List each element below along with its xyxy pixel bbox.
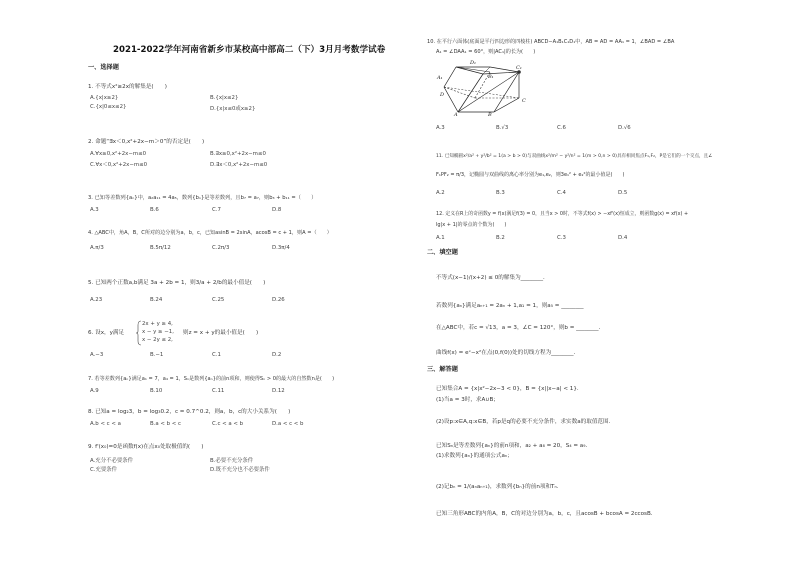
question-4-option-b: B.5π/12 <box>150 245 171 251</box>
question-5-option-c: C.25 <box>212 297 225 303</box>
question-12-stem-line1: 12. 定义在R上的奇函数y = f(x)满足f(3) = 0，且当x > 0时，不等式f(x) > −xf'(x)恒成立，则函数g(x) = xf(x) + <box>436 211 689 217</box>
exam-title: 2021-2022学年河南省新乡市某校高中部高二（下）3月月考数学试卷 <box>113 45 386 55</box>
question-12-option-d: D.4 <box>618 235 628 241</box>
question-5-option-d: D.26 <box>272 297 285 303</box>
problem-17-line3: (2)设p:x∈A,q:x∈B，若p是q的必要不充分条件，求实数a的取值范围． <box>436 419 615 425</box>
section-choice-heading: 一、选择题 <box>88 64 119 71</box>
question-12-option-b: B.2 <box>496 235 505 241</box>
question-11-option-d: D.5 <box>618 190 628 196</box>
parallelepiped-figure <box>436 60 528 120</box>
question-6-constraint-3: x − 2y ≤ 2, <box>142 337 173 343</box>
question-9-option-c: C.充要条件 <box>90 467 118 473</box>
question-7-option-d: D.12 <box>272 388 285 394</box>
question-9-option-b: B.必要不充分条件 <box>210 458 254 464</box>
question-1-option-b: B.{x|x≤2} <box>210 95 239 101</box>
question-11-option-a: A.2 <box>436 190 445 196</box>
question-10-option-d: D.√6 <box>618 125 631 131</box>
question-6-constraint-1: 2x + y ≥ 4, <box>142 321 173 327</box>
question-3-option-c: C.7 <box>212 207 221 213</box>
fill-question-14: 若数列{aₙ}满足aₙ₊₁ = 2aₙ + 1,a₁ = 1，则a₅ = ________ <box>436 303 584 309</box>
question-8-option-d: D.a < c < b <box>272 421 304 427</box>
question-3-option-a: A.3 <box>90 207 99 213</box>
question-10-stem-line1: 10. 在平行六面体(底面是平行四边形的四棱柱) ABCD−A₁B₁C₁D₁中，AB = AD = AA₁ = 1，∠BAD = ∠BA <box>427 39 675 45</box>
question-7-option-a: A.9 <box>90 388 99 394</box>
question-8-option-a: A.b < c < a <box>90 421 121 427</box>
question-10-option-c: C.6 <box>557 125 566 131</box>
question-2-stem: 2. 命题“∃x＜0,x²+2x−m＞0”的否定是( ) <box>88 139 205 145</box>
fill-question-13: 不等式(x−1)/(x+2) ≤ 0的解集为________． <box>436 275 549 281</box>
question-8-option-c: C.c < a < b <box>212 421 244 427</box>
question-6-option-b: B.−1 <box>150 352 164 358</box>
question-11-option-b: B.3 <box>496 190 505 196</box>
question-9-option-a: A.充分不必要条件 <box>90 458 134 464</box>
question-1-stem: 1. 不等式x²≥2x的解集是( ) <box>88 84 167 90</box>
question-5-option-a: A.23 <box>90 297 103 303</box>
vertex-label-b1: B₁ <box>488 74 494 80</box>
question-6-option-a: A.−3 <box>90 352 104 358</box>
vertex-label-a1: A₁ <box>437 75 443 81</box>
question-10-stem-line2: A₁ = ∠DAA₁ = 60°，则|AC₁|的长为( ) <box>436 49 536 55</box>
problem-18-line1: 已知Sₙ是等差数列{aₙ}的前n项和，a₂ + a₈ = 20，S₄ = a₉． <box>436 443 592 449</box>
section-fill-heading: 二、填空题 <box>427 249 458 256</box>
fill-question-15: 在△ABC中，若c = √13，a = 3，∠C = 120°，则b = ________． <box>436 325 605 331</box>
question-11-stem-line1: 11. 已知椭圆x²/a² + y²/b² = 1(a > b > 0)与双曲线x²/m² − y²/n² = 1(m > 0,n > 0)具有相同焦点F₁,F₂，P是它们的一个交点，且∠ <box>436 154 713 159</box>
question-12-option-a: A.1 <box>436 235 445 241</box>
fill-question-16: 曲线f(x) = eˣ−x²在点(0,f(0))处的切线方程为________． <box>436 350 580 356</box>
question-2-option-a: A.∀x≥0,x²+2x−m≤0 <box>90 151 147 157</box>
question-3-stem: 3. 已知等差数列{aₙ}中，a₂a₁₁ = 4a₅，数列{bₙ}是等差数列，且b₇ = a₇，则b₃ + b₁₁ =（ ） <box>88 195 317 201</box>
section-solve-heading: 三、解答题 <box>427 366 458 373</box>
vertex-label-c1: C₁ <box>516 65 522 71</box>
problem-19-line1: 已知三角形ABC的内角A，B，C的对边分别为a，b，c，且acosB + bcosA = 2ccosB． <box>436 511 657 517</box>
question-7-option-b: B.10 <box>150 388 163 394</box>
question-5-stem: 5. 已知两个正数a,b满足 3a + 2b = 1，则3/a + 2/b的最小值是( ) <box>88 280 266 286</box>
vertex-label-d: D <box>440 92 445 98</box>
question-9-option-d: D.既不充分也不必要条件 <box>210 467 270 473</box>
question-1-option-c: C.{x|0≤x≤2} <box>90 104 127 110</box>
question-8-stem: 8. 已知a = log₂3，b = log₃0.2，c = 0.7^0.2，则a，b，c的大小关系为( ) <box>88 409 291 415</box>
problem-17-line1: 已知集合A = {x|x²−2x−3 < 0}，B = {x||x−a| < 1}. <box>436 386 579 392</box>
question-3-option-d: D.8 <box>272 207 282 213</box>
question-10-option-b: B.√3 <box>496 125 509 131</box>
problem-18-line3: (2)记bₙ = 1/(aₙaₙ₊₁)，求数列{bₙ}的前n项和Tₙ. <box>436 484 559 490</box>
vertex-label-c: C <box>522 98 526 104</box>
question-6-tail: 则z = x + y的最小值是( ) <box>183 330 259 336</box>
question-4-option-c: C.2π/3 <box>212 245 230 251</box>
question-1-option-d: D.{x|x≤0或x≥2} <box>210 106 256 112</box>
problem-18-line2: (1)求数列{aₙ}的通项公式aₙ； <box>436 453 513 459</box>
question-2-option-b: B.∃x≥0,x²+2x−m≤0 <box>210 151 266 157</box>
question-8-option-b: B.a < b < c <box>150 421 181 427</box>
problem-17-line2: (1)当a = 3时，求A∪B； <box>436 397 499 403</box>
vertex-label-d1: D₁ <box>470 60 477 66</box>
question-6-stem: 6. 设x，y满足 <box>88 330 125 336</box>
vertex-label-b: B <box>488 112 492 118</box>
question-12-option-c: C.3 <box>557 235 566 241</box>
question-7-stem: 7. 若等差数列{aₙ}满足a₁ = 7，a₄ = 1，Sₙ是数列{aₙ}的前n项和，则使得Sₙ > 0的最大的自然数n是( ) <box>88 376 335 382</box>
question-11-option-c: C.4 <box>557 190 566 196</box>
question-4-option-a: A.π/3 <box>90 245 104 251</box>
question-9-stem: 9. f'(x₀)=0是函数f(x)在点x₀处取极值的( ) <box>88 444 204 450</box>
question-4-stem: 4. △ABC中，角A，B，C所对的边分别为a，b，c，已知asinB = 2sinA，acosB = c + 1，则A =（ ） <box>88 230 332 236</box>
question-3-option-b: B.6 <box>150 207 159 213</box>
question-6-option-d: D.2 <box>272 352 282 358</box>
question-11-stem-line2: F₁PF₂ = π/3，记椭圆与双曲线的离心率分别为e₁,e₂，则3e₁² + e₂²的最小值是( ) <box>436 172 625 178</box>
question-6-option-c: C.1 <box>212 352 221 358</box>
question-10-option-a: A.3 <box>436 125 445 131</box>
question-1-option-a: A.{x|x≥2} <box>90 95 119 101</box>
question-5-option-b: B.24 <box>150 297 163 303</box>
question-12-stem-line2: lg|x + 1|的零点的个数为( ) <box>436 222 507 228</box>
question-2-option-c: C.∀x＜0,x²+2x−m≤0 <box>90 162 148 168</box>
question-2-option-d: D.∃x＜0,x²+2x−m≤0 <box>210 162 268 168</box>
question-6-constraint-2: x − y ≥ −1, <box>142 329 174 335</box>
question-7-option-c: C.11 <box>212 388 225 394</box>
question-4-option-d: D.3π/4 <box>272 245 290 251</box>
vertex-label-a: A <box>454 112 458 118</box>
